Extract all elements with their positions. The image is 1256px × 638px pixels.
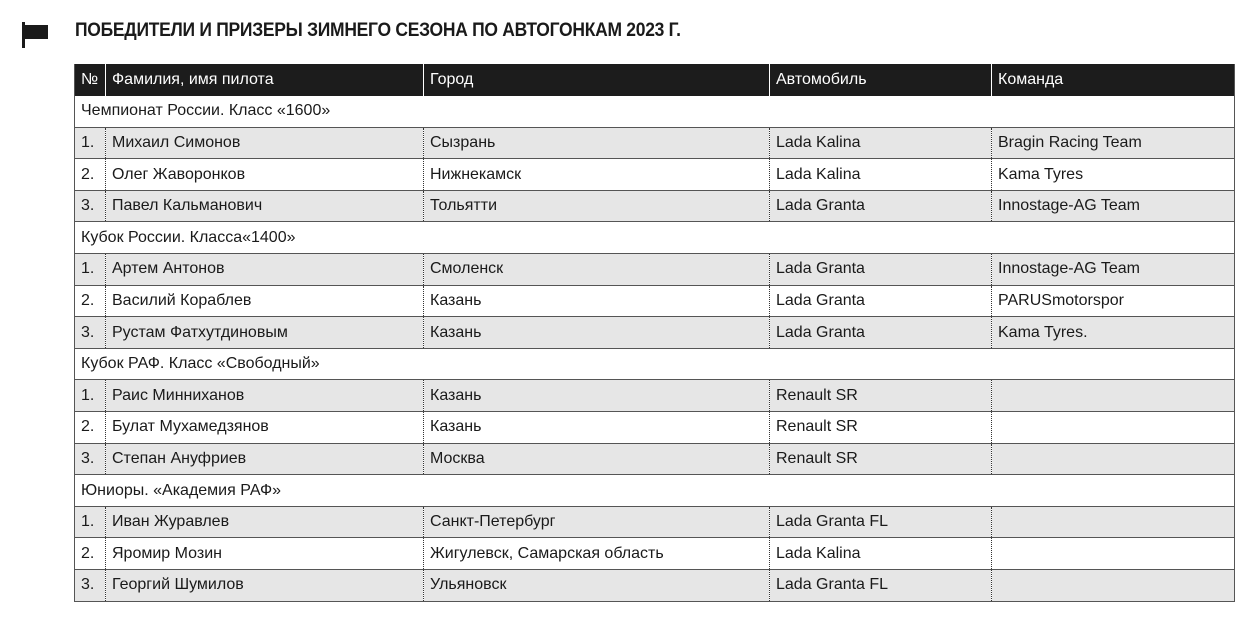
table-row xyxy=(75,570,1235,602)
cell-num: 2. xyxy=(75,412,106,444)
column-header-team: Команда xyxy=(992,64,1235,96)
column-header-name: Фамилия, имя пилота xyxy=(106,64,424,96)
section-row xyxy=(75,475,1235,507)
cell-team xyxy=(992,443,1235,475)
cell-car: Lada Kalina xyxy=(770,538,992,570)
section-label: Юниоры. «Академия РАФ» xyxy=(75,475,1235,507)
cell-name: Олег Жаворонков xyxy=(106,159,424,191)
table-row xyxy=(75,285,1235,317)
cell-num: 3. xyxy=(75,570,106,602)
table-row xyxy=(75,380,1235,412)
table-row xyxy=(75,317,1235,349)
cell-team: Kama Tyres. xyxy=(992,317,1235,349)
cell-name: Яромир Мозин xyxy=(106,538,424,570)
cell-car: Lada Granta xyxy=(770,254,992,286)
cell-name: Рустам Фатхутдиновым xyxy=(106,317,424,349)
cell-car: Lada Kalina xyxy=(770,127,992,159)
cell-num: 2. xyxy=(75,159,106,191)
cell-name: Михаил Симонов xyxy=(106,127,424,159)
cell-name: Степан Ануфриев xyxy=(106,443,424,475)
table-row xyxy=(75,506,1235,538)
cell-city: Санкт-Петербург xyxy=(424,506,770,538)
results-table xyxy=(74,64,1235,602)
cell-car: Lada Kalina xyxy=(770,159,992,191)
cell-city: Казань xyxy=(424,317,770,349)
cell-car: Renault SR xyxy=(770,380,992,412)
cell-city: Москва xyxy=(424,443,770,475)
section-label: Чемпионат России. Класс «1600» xyxy=(75,96,1235,128)
cell-num: 2. xyxy=(75,285,106,317)
cell-team xyxy=(992,538,1235,570)
section-row xyxy=(75,222,1235,254)
cell-num: 1. xyxy=(75,127,106,159)
cell-num: 1. xyxy=(75,380,106,412)
cell-city: Ульяновск xyxy=(424,570,770,602)
cell-car: Lada Granta FL xyxy=(770,570,992,602)
table-header xyxy=(75,64,1235,96)
cell-team: Innostage-AG Team xyxy=(992,190,1235,222)
cell-car: Lada Granta xyxy=(770,285,992,317)
cell-name: Павел Кальманович xyxy=(106,190,424,222)
cell-name: Булат Мухамедзянов xyxy=(106,412,424,444)
cell-num: 1. xyxy=(75,254,106,286)
section-label: Кубок РАФ. Класс «Свободный» xyxy=(75,348,1235,380)
cell-city: Казань xyxy=(424,380,770,412)
cell-num: 1. xyxy=(75,506,106,538)
cell-city: Казань xyxy=(424,285,770,317)
cell-city: Тольятти xyxy=(424,190,770,222)
cell-team xyxy=(992,506,1235,538)
cell-name: Раис Минниханов xyxy=(106,380,424,412)
cell-car: Renault SR xyxy=(770,412,992,444)
table-row xyxy=(75,538,1235,570)
table-row xyxy=(75,254,1235,286)
cell-car: Lada Granta FL xyxy=(770,506,992,538)
table-row xyxy=(75,127,1235,159)
table-row xyxy=(75,159,1235,191)
cell-car: Renault SR xyxy=(770,443,992,475)
column-header-car: Автомобиль xyxy=(770,64,992,96)
cell-car: Lada Granta xyxy=(770,317,992,349)
cell-team: PARUSmotorspor xyxy=(992,285,1235,317)
cell-city: Нижнекамск xyxy=(424,159,770,191)
column-header-city: Город xyxy=(424,64,770,96)
table-row xyxy=(75,443,1235,475)
page-title: ПОБЕДИТЕЛИ И ПРИЗЕРЫ ЗИМНЕГО СЕЗОНА ПО АВТОГОНКАМ 2023 Г. xyxy=(75,20,681,41)
column-header-num: № xyxy=(81,70,99,88)
cell-city: Казань xyxy=(424,412,770,444)
flag-icon xyxy=(22,22,48,48)
cell-name: Василий Кораблев xyxy=(106,285,424,317)
section-row xyxy=(75,348,1235,380)
cell-city: Сызрань xyxy=(424,127,770,159)
cell-team: Bragin Racing Team xyxy=(992,127,1235,159)
table-row xyxy=(75,190,1235,222)
cell-team xyxy=(992,380,1235,412)
cell-team xyxy=(992,570,1235,602)
cell-team xyxy=(992,412,1235,444)
section-row xyxy=(75,96,1235,128)
cell-name: Артем Антонов xyxy=(106,254,424,286)
cell-num: 2. xyxy=(75,538,106,570)
section-label: Кубок России. Класса«1400» xyxy=(75,222,1235,254)
cell-city: Жигулевск, Самарская область xyxy=(424,538,770,570)
cell-num: 3. xyxy=(75,317,106,349)
cell-name: Георгий Шумилов xyxy=(106,570,424,602)
table-row xyxy=(75,412,1235,444)
cell-num: 3. xyxy=(75,190,106,222)
cell-num: 3. xyxy=(75,443,106,475)
cell-team: Kama Tyres xyxy=(992,159,1235,191)
cell-car: Lada Granta xyxy=(770,190,992,222)
cell-team: Innostage-AG Team xyxy=(992,254,1235,286)
cell-city: Смоленск xyxy=(424,254,770,286)
cell-name: Иван Журавлев xyxy=(106,506,424,538)
